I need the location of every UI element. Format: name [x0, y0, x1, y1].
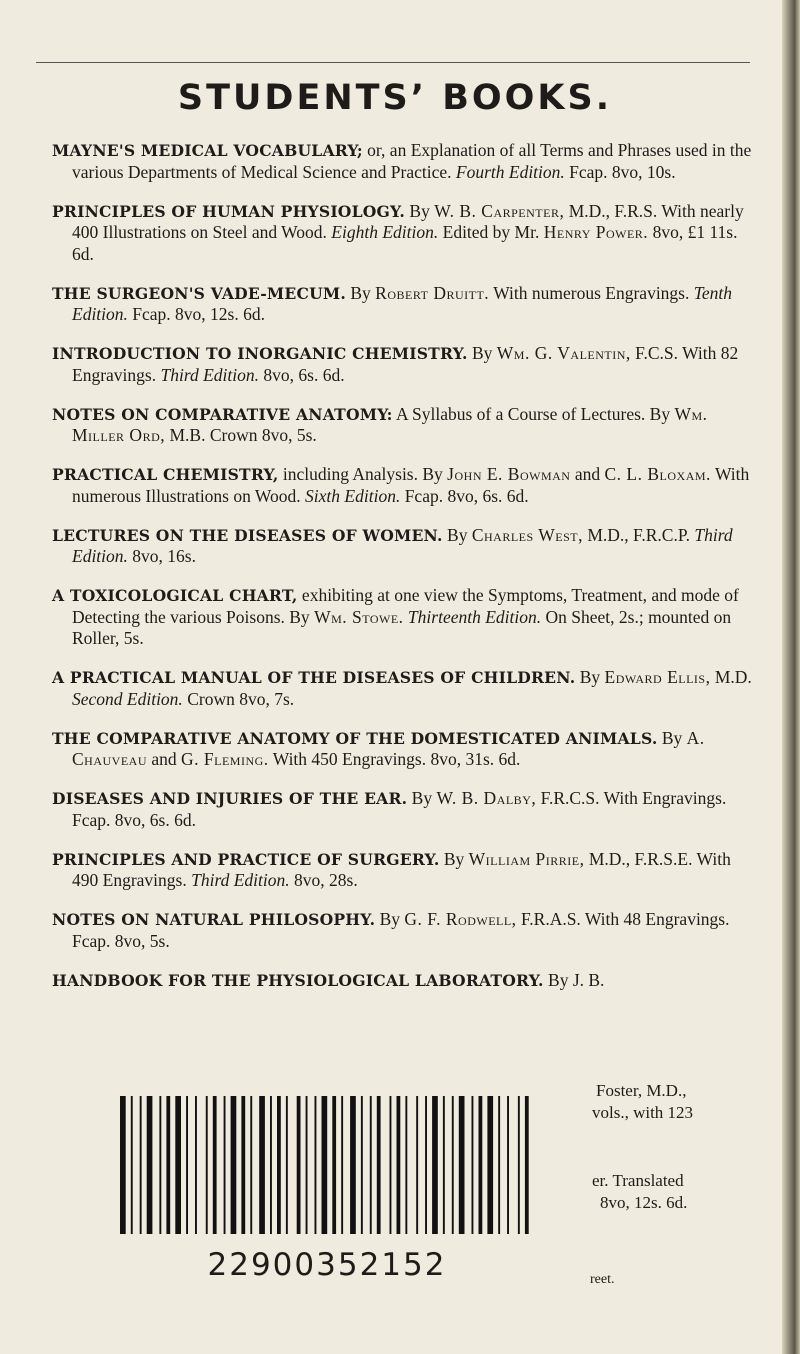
- barcode-bar: [350, 1096, 356, 1234]
- barcode-bar: [131, 1096, 133, 1234]
- barcode-bar: [224, 1096, 226, 1234]
- barcode-bar: [370, 1096, 372, 1234]
- list-item: A TOXICOLOGICAL CHART, exhibiting at one view the Symptoms, Treatment, and mode of Detecting the various Poisons. By Wm. Stowe. Thirteenth Edition. On Sheet, 2s.; mounted on Roller, 5s.: [52, 585, 739, 648]
- list-item: NOTES ON NATURAL PHILOSOPHY. By G. F. Rodwell, F.R.A.S. With 48 Engravings. Fcap. 8vo, 5s.: [52, 909, 730, 951]
- barcode-bar: [341, 1096, 343, 1234]
- barcode-bar: [140, 1096, 142, 1234]
- barcode-bar: [147, 1096, 153, 1234]
- barcode-bar: [487, 1096, 493, 1234]
- barcode-bar: [518, 1096, 520, 1234]
- barcode-bar: [377, 1096, 381, 1234]
- page-title: STUDENTS’ BOOKS.: [177, 78, 613, 118]
- list-item: A PRACTICAL MANUAL OF THE DISEASES OF CHILDREN. By Edward Ellis, M.D. Second Edition. Crown 8vo, 7s.: [52, 667, 752, 709]
- barcode-bar: [277, 1096, 281, 1234]
- obscured-text-fragment: Foster, M.D.,: [596, 1081, 687, 1100]
- barcode-bar: [206, 1096, 208, 1234]
- barcode-bar: [507, 1096, 509, 1234]
- barcode-bar: [322, 1096, 328, 1234]
- barcode-bar: [472, 1096, 474, 1234]
- barcode-bar: [231, 1096, 237, 1234]
- obscured-text-fragment: er. Translated: [592, 1171, 684, 1190]
- obscured-text-fragment: reet.: [590, 1272, 615, 1287]
- list-item: THE SURGEON'S VADE-MECUM. By Robert Druitt. With numerous Engravings. Tenth Edition. Fcap. 8vo, 12s. 6d.: [52, 282, 733, 324]
- page-edge: [782, 0, 800, 1354]
- barcode-bar: [306, 1096, 308, 1234]
- barcode-bar: [525, 1096, 529, 1234]
- barcode-bar: [213, 1096, 217, 1234]
- barcode-bar: [166, 1096, 170, 1234]
- barcode-bar: [459, 1096, 465, 1234]
- barcode-number: 22900352152: [207, 1247, 447, 1283]
- barcode-bar: [250, 1096, 252, 1234]
- barcode-bar: [159, 1096, 161, 1234]
- list-item: PRINCIPLES OF HUMAN PHYSIOLOGY. By W. B. Carpenter, M.D., F.R.S. With nearly 400 Illustrations on Steel and Wood. Eighth Edition. Edited by Mr. Henry Power. 8vo, £1 11s. 6d.: [52, 200, 744, 264]
- list-item: THE COMPARATIVE ANATOMY OF THE DOMESTICATED ANIMALS. By A. Chauveau and G. Fleming. With 450 Engravings. 8vo, 31s. 6d.: [52, 727, 705, 769]
- top-rule: [36, 62, 750, 63]
- barcode-bar: [186, 1096, 188, 1234]
- barcode-bar: [443, 1096, 445, 1234]
- barcode-bar: [397, 1096, 401, 1234]
- obscured-text-fragment: vols., with 123: [592, 1103, 694, 1122]
- list-item: NOTES ON COMPARATIVE ANATOMY: A Syllabus of a Course of Lectures. By Wm. Miller Ord, M.B. Crown 8vo, 5s.: [52, 403, 708, 445]
- barcode-bar: [405, 1096, 407, 1234]
- barcode-bar: [416, 1096, 418, 1234]
- obscured-text-fragment: 8vo, 12s. 6d.: [600, 1193, 688, 1212]
- barcode-bar: [195, 1096, 197, 1234]
- barcode-bar: [479, 1096, 483, 1234]
- barcode-bar: [390, 1096, 392, 1234]
- list-item: DISEASES AND INJURIES OF THE EAR. By W. B. Dalby, F.R.C.S. With Engravings. Fcap. 8vo, 6s. 6d.: [52, 788, 727, 830]
- barcode-bar: [315, 1096, 317, 1234]
- library-barcode: [112, 1090, 542, 1238]
- barcode-bar: [175, 1096, 181, 1234]
- barcode-bar: [452, 1096, 454, 1234]
- barcode-bar: [286, 1096, 288, 1234]
- barcode-bar: [332, 1096, 336, 1234]
- list-item: PRINCIPLES AND PRACTICE OF SURGERY. By William Pirrie, M.D., F.R.S.E. With 490 Engravings. Third Edition. 8vo, 28s.: [52, 848, 731, 890]
- barcode-bar: [361, 1096, 363, 1234]
- barcode-bar: [259, 1096, 265, 1234]
- book-list: [52, 140, 752, 991]
- barcode-bar: [297, 1096, 301, 1234]
- barcode-bar: [241, 1096, 245, 1234]
- list-item: LECTURES ON THE DISEASES OF WOMEN. By Charles West, M.D., F.R.C.P. Third Edition. 8vo, 16s.: [52, 524, 733, 566]
- list-item: HANDBOOK FOR THE PHYSIOLOGICAL LABORATORY. By J. B.: [52, 969, 605, 990]
- list-item: MAYNE'S MEDICAL VOCABULARY; or, an Explanation of all Terms and Phrases used in the various Departments of Medical Science and Practice. Fourth Edition. Fcap. 8vo, 10s.: [52, 140, 752, 182]
- list-item: INTRODUCTION TO INORGANIC CHEMISTRY. By Wm. G. Valentin, F.C.S. With 82 Engravings. Third Edition. 8vo, 6s. 6d.: [52, 343, 739, 385]
- barcode-bar: [120, 1096, 126, 1234]
- barcode-bar: [498, 1096, 500, 1234]
- barcode-bar: [425, 1096, 427, 1234]
- list-item: PRACTICAL CHEMISTRY, including Analysis. By John E. Bowman and C. L. Bloxam. With numerous Illustrations on Wood. Sixth Edition. Fcap. 8vo, 6s. 6d.: [52, 464, 750, 506]
- barcode-bar: [432, 1096, 438, 1234]
- barcode-bar: [270, 1096, 272, 1234]
